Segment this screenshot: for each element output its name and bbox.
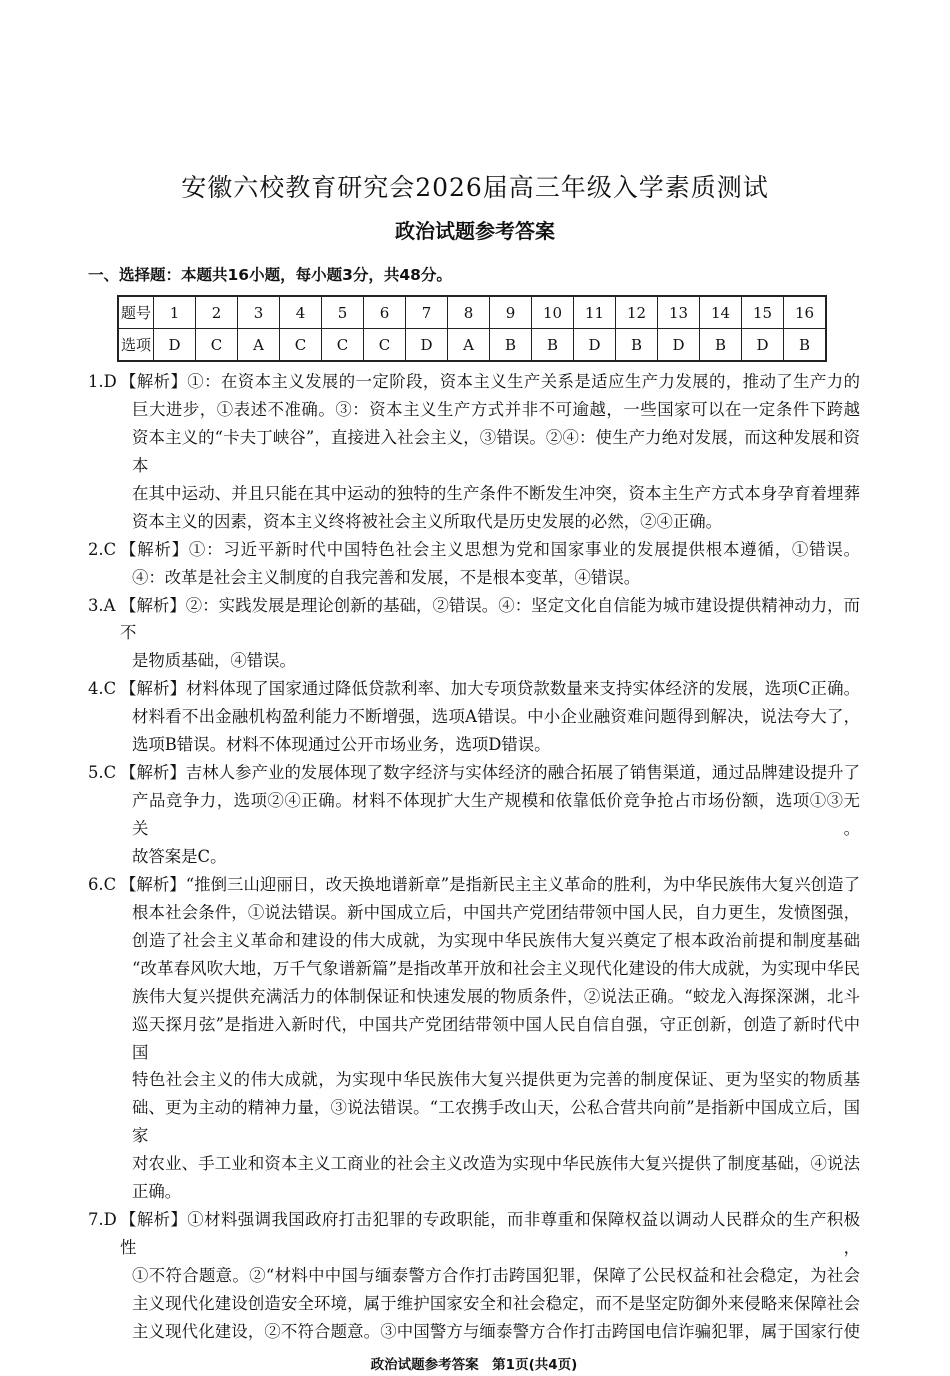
explanation-text: 【解析】“推倒三山迎丽日，改天换地谱新章”是指新民主主义革命的胜利，为中华民族伟大复兴创造了 [120,874,860,894]
explanation-text: 族伟大复兴提供充满活力的体制保证和快速发展的物质条件，②说法正确。“蛟龙入海探深渊，北斗 [132,986,860,1006]
answer-explanations [88,368,860,1346]
page-body [88,368,860,1376]
explanation-text: 主义现代化建设，②不符合题意。③中国警方与缅泰警方合作打击跨国电信诈骗犯罪，属于国家行使 [132,1321,860,1341]
question-number-cell: 11 [574,296,616,329]
explanation-text: 正确。 [132,1182,182,1202]
explanation-text: 产品竞争力，选项②④正确。材料不体现扩大生产规模和依靠低价竞争抢占市场份额，选项①③无关。 [132,791,860,838]
answer-item [88,592,860,676]
question-number-cell: 7 [406,296,448,329]
question-number-cell: 4 [280,296,322,329]
explanation-text: 【解析】①材料强调我国政府打击犯罪的专政职能，而非尊重和保障权益以调动人民群众的生产积极性， [120,1210,860,1258]
table-row-answers [118,329,826,362]
answer-cell: A [238,329,280,362]
answer-item [88,368,860,536]
item-number: 7.D [88,1210,117,1230]
explanation-text: 选项B错误。材料不体现通过公开市场业务，选项D错误。 [132,735,551,755]
question-number-cell: 2 [196,296,238,329]
item-number: 4.C [88,679,117,699]
answer-table [117,295,827,362]
explanation-text: 【解析】材料体现了国家通过降低贷款利率、加大专项贷款数量来支持实体经济的发展，选项C正确。 [120,679,860,699]
item-number: 3.A [88,595,116,615]
answer-cell: B [784,329,827,362]
explanation-body [120,1206,860,1346]
explanation-body [120,675,860,759]
explanation-text: 【解析】①：习近平新时代中国特色社会主义思想为党和国家事业的发展提供根本遵循，①错误。 [120,539,860,559]
answer-cell: B [532,329,574,362]
explanation-text: 础、更为主动的精神力量，③说法错误。“工农携手改山天，公私合营共向前”是指新中国成立后，国家 [132,1098,860,1146]
row-label: 题号 [118,296,154,329]
question-number-cell: 10 [532,296,574,329]
explanation-text: 巨大进步，①表述不准确。③：资本主义生产方式并非不可逾越，一些国家可以在一定条件下跨越 [132,399,860,419]
question-number-cell: 8 [448,296,490,329]
question-number-cell: 12 [616,296,658,329]
answer-cell: D [574,329,616,362]
answer-cell: D [658,329,700,362]
explanation-text: 【解析】②：实践发展是理论创新的基础，②错误。④：坚定文化自信能为城市建设提供精神动力，而不 [120,595,860,643]
explanation-text: 主义现代化建设创造安全环境，属于维护国家安全和社会稳定，而不是坚定防御外来侵略来保障社会 [132,1293,860,1313]
section-heading: 一、选择题：本题共16小题，每小题3分，共48分。 [88,266,452,284]
answer-item [88,871,860,1206]
answer-cell: A [448,329,490,362]
question-number-cell: 3 [238,296,280,329]
page-footer: 政治试题参考答案 第1页(共4页) [370,1356,578,1373]
question-number-cell: 15 [742,296,784,329]
answer-item [88,1206,860,1346]
answer-cell: D [406,329,448,362]
answer-cell: C [280,329,322,362]
explanation-text: 资本主义的“卡夫丁峡谷”，直接进入社会主义，③错误。②④：使生产力绝对发展，而这种发展和资本 [132,427,860,475]
explanation-text: 在其中运动、并且只能在其中运动的独特的生产条件不断发生冲突，资本主生产方式本身孕育着埋葬 [132,483,860,503]
explanation-text: 特色社会主义的伟大成就，为实现中华民族伟大复兴提供更为完善的制度保证、更为坚实的物质基 [132,1070,860,1090]
table-row-numbers [118,296,826,329]
explanation-body [120,592,860,676]
answer-cell: C [364,329,406,362]
item-number: 5.C [88,763,117,783]
answer-item [88,759,860,871]
explanation-text: 【解析】吉林人参产业的发展体现了数字经济与实体经济的融合拓展了销售渠道，通过品牌建设提升了 [120,763,860,783]
answer-cell: C [196,329,238,362]
question-number-cell: 6 [364,296,406,329]
row-label: 选项 [118,329,154,362]
explanation-text: 创造了社会主义革命和建设的伟大成就，为实现中华民族伟大复兴奠定了根本政治前提和制度基础 [132,930,860,950]
document-subtitle: 政治试题参考答案 [395,219,555,243]
item-number: 6.C [88,874,117,894]
answer-cell: D [742,329,784,362]
question-number-cell: 13 [658,296,700,329]
question-number-cell: 5 [322,296,364,329]
answer-cell: C [322,329,364,362]
explanation-body [120,368,860,536]
explanation-body [120,759,860,871]
explanation-text: 对农业、手工业和资本主义工商业的社会主义改造为实现中华民族伟大复兴提供了制度基础，④说法 [132,1154,860,1174]
answer-cell: D [154,329,196,362]
question-number-cell: 1 [154,296,196,329]
explanation-text: 材料看不出金融机构盈利能力不断增强，选项A错误。中小企业融资难问题得到解决，说法夸大了， [132,707,860,727]
answer-cell: B [616,329,658,362]
answer-cell: B [700,329,742,362]
explanation-body [120,536,860,592]
document-title: 安徽六校教育研究会2026届高三年级入学素质测试 [181,173,769,202]
explanation-text: 是物质基础，④错误。 [132,651,296,671]
explanation-text: 巡天探月弦”是指进入新时代，中国共产党团结带领中国人民自信自强，守正创新，创造了新时代中国 [132,1014,860,1062]
explanation-text: ④：改革是社会主义制度的自我完善和发展，不是根本变革，④错误。 [132,567,641,587]
question-number-cell: 16 [784,296,827,329]
answer-item [88,675,860,759]
explanation-text: 故答案是C。 [132,846,227,866]
question-number-cell: 14 [700,296,742,329]
explanation-body [120,871,860,1206]
question-number-cell: 9 [490,296,532,329]
answer-item [88,536,860,592]
explanation-text: 根本社会条件，①说法错误。新中国成立后，中国共产党团结带领中国人民，自力更生，发愤图强， [132,902,860,922]
explanation-text: 资本主义的因素，资本主义终将被社会主义所取代是历史发展的必然，②④正确。 [132,511,723,531]
item-number: 1.D [88,372,117,391]
answer-cell: B [490,329,532,362]
explanation-text: 【解析】①：在资本主义发展的一定阶段，资本主义生产关系是适应生产力发展的，推动了生产力的 [120,372,860,391]
item-number: 2.C [88,539,117,559]
explanation-text: “改革春风吹大地，万千气象谱新篇”是指改革开放和社会主义现代化建设的伟大成就，为实现中华民 [132,958,860,978]
explanation-text: ①不符合题意。②“材料中中国与缅泰警方合作打击跨国犯罪，保障了公民权益和社会稳定，为社会 [132,1266,860,1285]
